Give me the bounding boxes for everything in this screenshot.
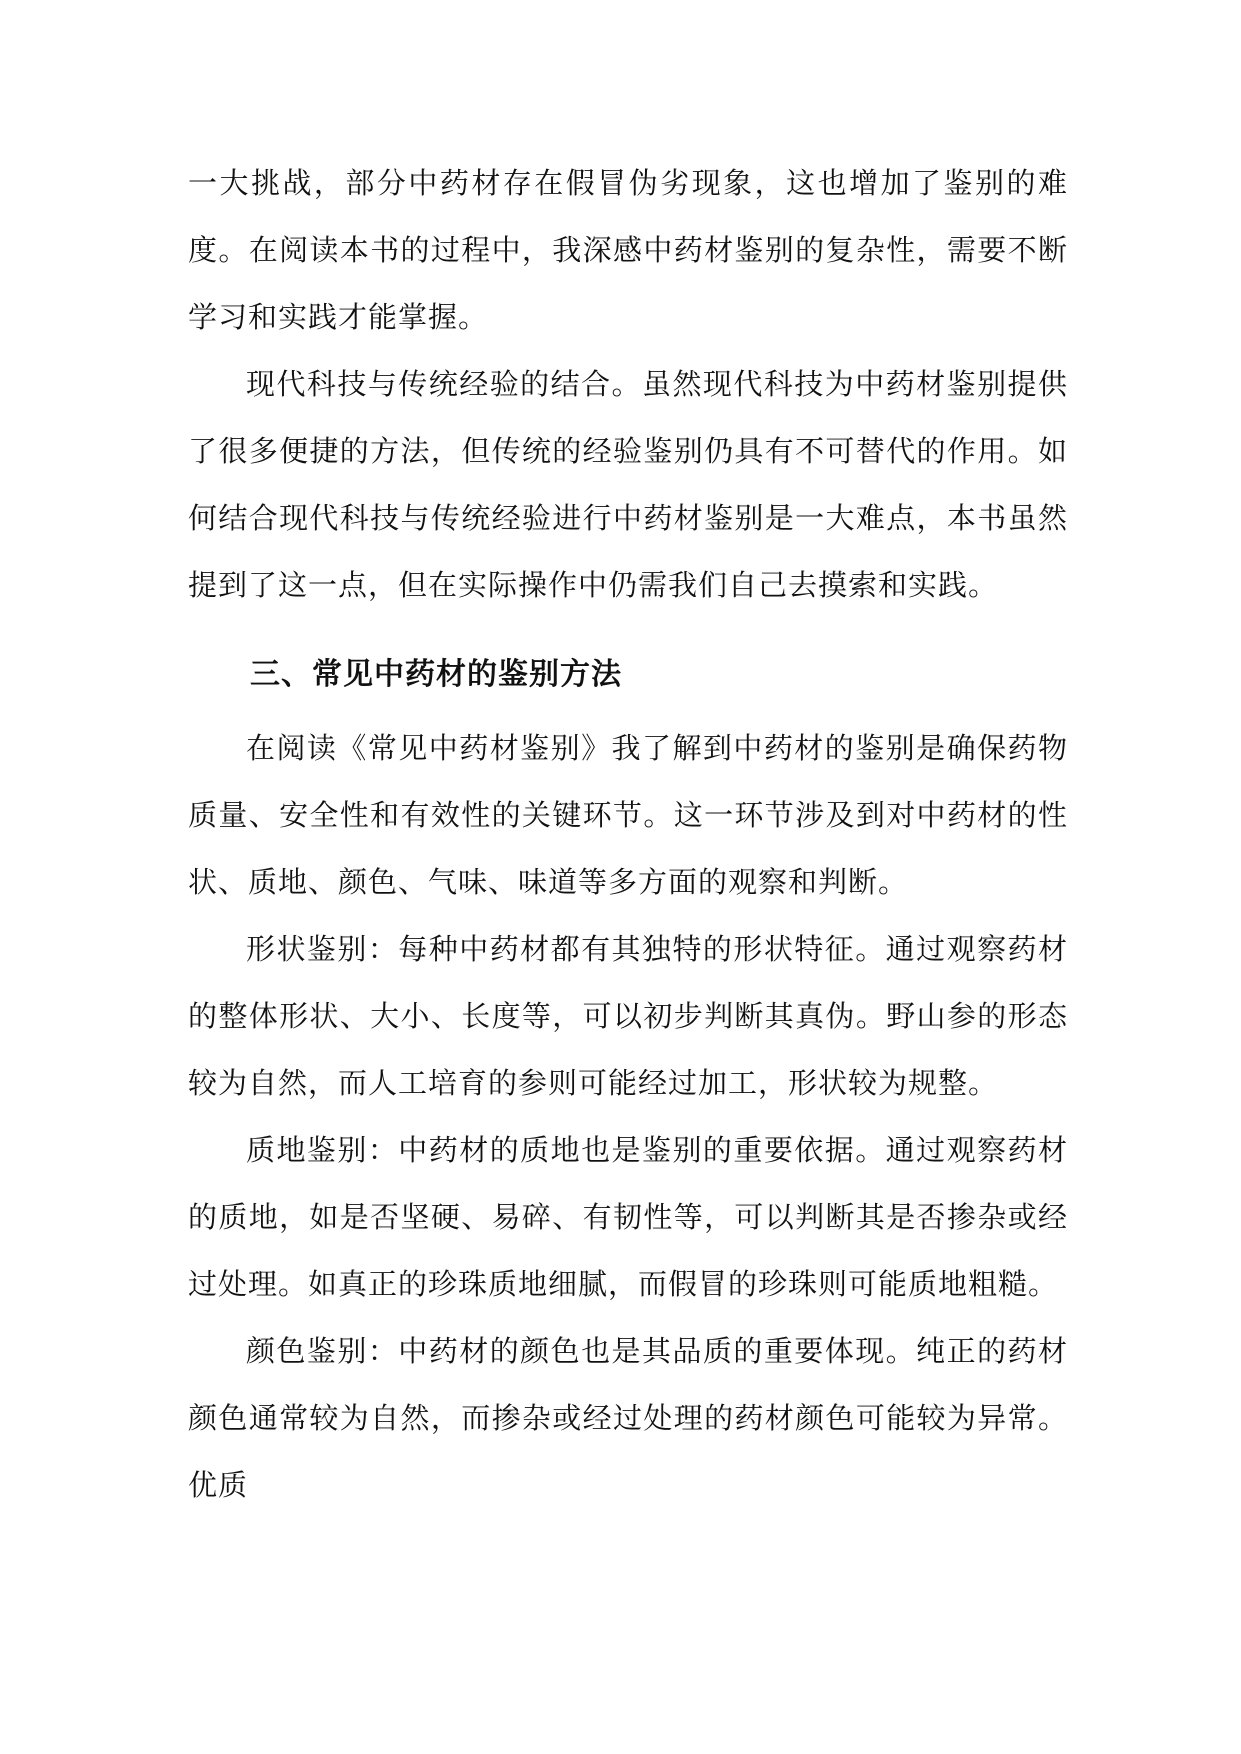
paragraph-color: 颜色鉴别：中药材的颜色也是其品质的重要体现。纯正的药材颜色通常较为自然，而掺杂或经过处理的药材颜色可能较为异常。优质 xyxy=(188,1334,1068,1502)
paragraph-continued: 一大挑战，部分中药材存在假冒伪劣现象，这也增加了鉴别的难度。在阅读本书的过程中，我深感中药材鉴别的复杂性，需要不断学习和实践才能掌握。 xyxy=(188,166,1068,334)
paragraph-texture: 质地鉴别：中药材的质地也是鉴别的重要依据。通过观察药材的质地，如是否坚硬、易碎、有韧性等，可以判断其是否掺杂或经过处理。如真正的珍珠质地细腻，而假冒的珍珠则可能质地粗糙。 xyxy=(188,1133,1068,1301)
paragraph-modern-tech: 现代科技与传统经验的结合。虽然现代科技为中药材鉴别提供了很多便捷的方法，但传统的经验鉴别仍具有不可替代的作用。如何结合现代科技与传统经验进行中药材鉴别是一大难点，本书虽然提到了这一点，但在实际操作中仍需我们自己去摸索和实践。 xyxy=(188,367,1068,602)
paragraph-intro: 在阅读《常见中药材鉴别》我了解到中药材的鉴别是确保药物质量、安全性和有效性的关键环节。这一环节涉及到对中药材的性状、质地、颜色、气味、味道等多方面的观察和判断。 xyxy=(188,731,1068,899)
paragraph-shape: 形状鉴别：每种中药材都有其独特的形状特征。通过观察药材的整体形状、大小、长度等，可以初步判断其真伪。野山参的形态较为自然，而人工培育的参则可能经过加工，形状较为规整。 xyxy=(188,932,1068,1100)
document-body xyxy=(188,150,1068,1519)
section-heading: 三、常见中药材的鉴别方法 xyxy=(250,657,622,692)
